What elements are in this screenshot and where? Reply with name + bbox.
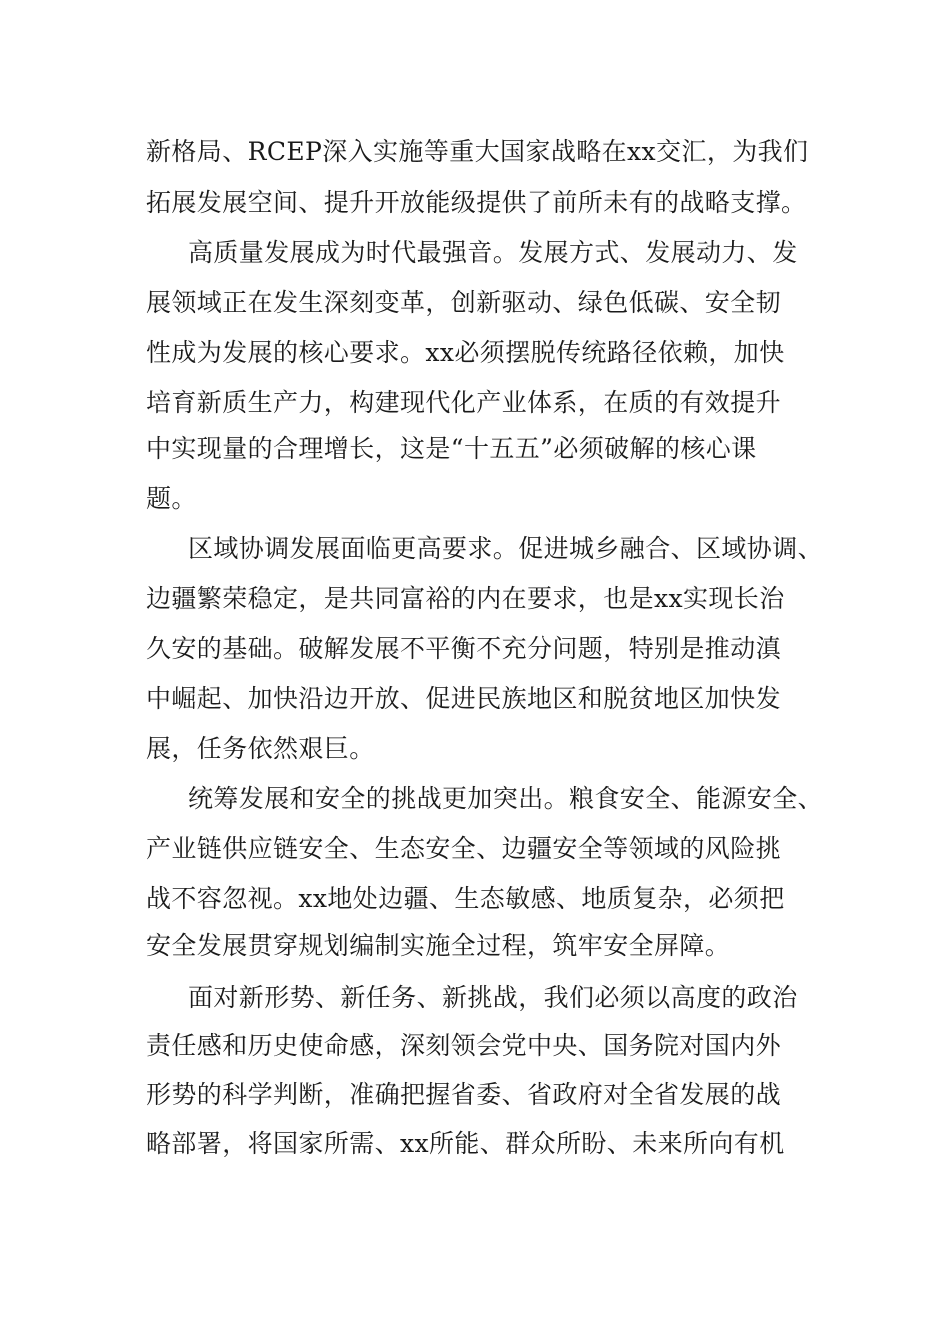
text-line: 略部署，将国家所需、xx所能、群众所盼、未来所向有机 (146, 1129, 785, 1158)
text-line: 展领域正在发生深刻变革，创新驱动、绿色低碳、安全韧 (146, 288, 782, 317)
text-line: 责任感和历史使命感，深刻领会党中央、国务院对国内外 (146, 1031, 782, 1060)
text-line: 中实现量的合理增长，这是“十五五”必须破解的核心课 (146, 434, 757, 463)
text-line: 题。 (146, 484, 197, 513)
text-line: 拓展发展空间、提升开放能级提供了前所未有的战略支撑。 (146, 188, 807, 217)
text-line: 安全发展贯穿规划编制实施全过程，筑牢安全屏障。 (146, 931, 731, 960)
text-line: 统筹发展和安全的挑战更加突出。粮食安全、能源安全、 (188, 784, 824, 813)
text-line: 中崛起、加快沿边开放、促进民族地区和脱贫地区加快发 (146, 684, 782, 713)
text-line: 高质量发展成为时代最强音。发展方式、发展动力、发 (188, 238, 798, 267)
text-line: 区域协调发展面临更高要求。促进城乡融合、区域协调、 (188, 534, 824, 563)
text-line: 久安的基础。破解发展不平衡不充分问题，特别是推动滇 (146, 634, 782, 663)
text-line: 性成为发展的核心要求。xx必须摆脱传统路径依赖，加快 (146, 338, 785, 367)
text-line: 战不容忽视。xx地处边疆、生态敏感、地质复杂，必须把 (146, 884, 785, 913)
text-line: 产业链供应链安全、生态安全、边疆安全等领域的风险挑 (146, 834, 782, 863)
text-line: 形势的科学判断，准确把握省委、省政府对全省发展的战 (146, 1080, 782, 1109)
text-line: 新格局、RCEP深入实施等重大国家战略在xx交汇，为我们 (146, 137, 809, 166)
text-line: 边疆繁荣稳定，是共同富裕的内在要求，也是xx实现长治 (146, 584, 785, 613)
text-line: 面对新形势、新任务、新挑战，我们必须以高度的政治 (188, 983, 798, 1012)
text-line: 展，任务依然艰巨。 (146, 734, 375, 763)
text-line: 培育新质生产力，构建现代化产业体系，在质的有效提升 (146, 388, 782, 417)
